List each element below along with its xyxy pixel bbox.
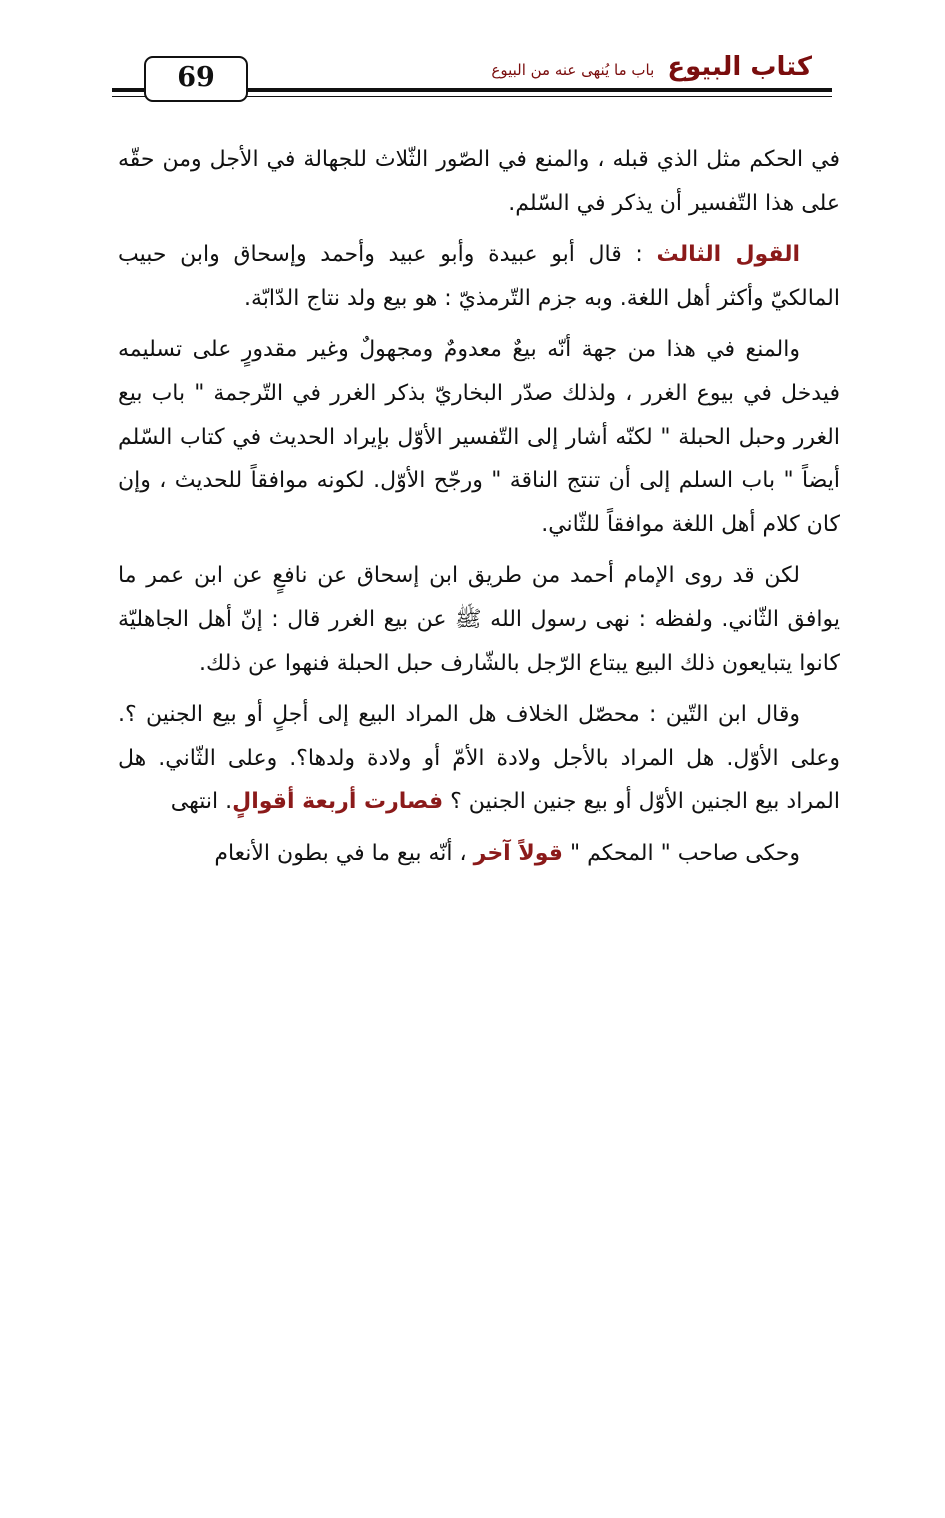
paragraph-text: لكن قد روى الإمام أحمد من طريق ابن إسحاق عن نافعٍ عن ابن عمر ما يوافق الثّاني. ولفظه : نهى رسول الله ﷺ عن بيع الغرر قال : إنّ أهل الجاهليّة كانوا يتبايعون ذلك البيع يبتاع الرّجل بالشّارف حبل الحبلة فنهوا عن ذلك. bbox=[118, 563, 840, 676]
chapter-title: باب ما يُنهى عنه من البيوع bbox=[491, 61, 655, 79]
paragraph bbox=[118, 554, 840, 685]
book-title: كتاب البيوع bbox=[667, 52, 812, 82]
header-titles bbox=[491, 52, 812, 82]
paragraph bbox=[118, 233, 840, 320]
paragraph bbox=[118, 832, 840, 876]
highlighted-phrase: القول الثالث bbox=[656, 242, 800, 268]
paragraph-text: في الحكم مثل الذي قبله ، والمنع في الصّور الثّلاث للجهالة في الأجل ومن حقّه على هذا التّفسير أن يذكر في السّلم. bbox=[118, 147, 840, 216]
highlighted-phrase: قولاً آخر bbox=[473, 840, 563, 866]
page-body bbox=[118, 138, 840, 884]
paragraph bbox=[118, 328, 840, 546]
paragraph bbox=[118, 138, 840, 225]
paragraph bbox=[118, 693, 840, 824]
paragraph-text: والمنع في هذا من جهة أنّه بيعٌ معدومٌ ومجهولٌ وغير مقدورٍ على تسليمه فيدخل في بيوع الغرر ، ولذلك صدّر البخاريّ بذكر الغرر في التّرجمة " باب بيع الغرر وحبل الحبلة " لكنّه أشار إلى التّفسير الأوّل بإيراد الحديث في كتاب السّلم أيضاً " باب السلم إلى أن تنتج الناقة " ورجّح الأوّل. لكونه موافقاً للحديث ، وإن كان كلام أهل اللغة موافقاً للثّاني. bbox=[118, 337, 840, 537]
paragraph-text: ، أنّه بيع ما في بطون الأنعام bbox=[214, 840, 474, 866]
paragraph-text: : قال أبو عبيدة وأبو عبيد وأحمد وإسحاق وابن حبيب المالكيّ وأكثر أهل اللغة. وبه جزم التّرمذيّ : هو بيع ولد نتاج الدّابّة. bbox=[118, 242, 840, 311]
paragraph-text: . انتهى bbox=[170, 789, 233, 815]
paragraph-text: وحكى صاحب " المحكم " bbox=[562, 840, 800, 866]
page-number: 69 bbox=[144, 56, 248, 102]
paragraph-text: وقال ابن التّين : محصّل الخلاف هل المراد البيع إلى أجلٍ أو بيع الجنين ؟. وعلى الأوّل. هل المراد بالأجل ولادة الأمّ أو ولادة ولدها؟. وعلى الثّاني. هل المراد بيع الجنين الأوّل أو بيع جنين الجنين ؟ bbox=[118, 702, 840, 815]
highlighted-phrase: فصارت أربعة أقوالٍ bbox=[232, 789, 444, 815]
page-header bbox=[112, 52, 832, 102]
